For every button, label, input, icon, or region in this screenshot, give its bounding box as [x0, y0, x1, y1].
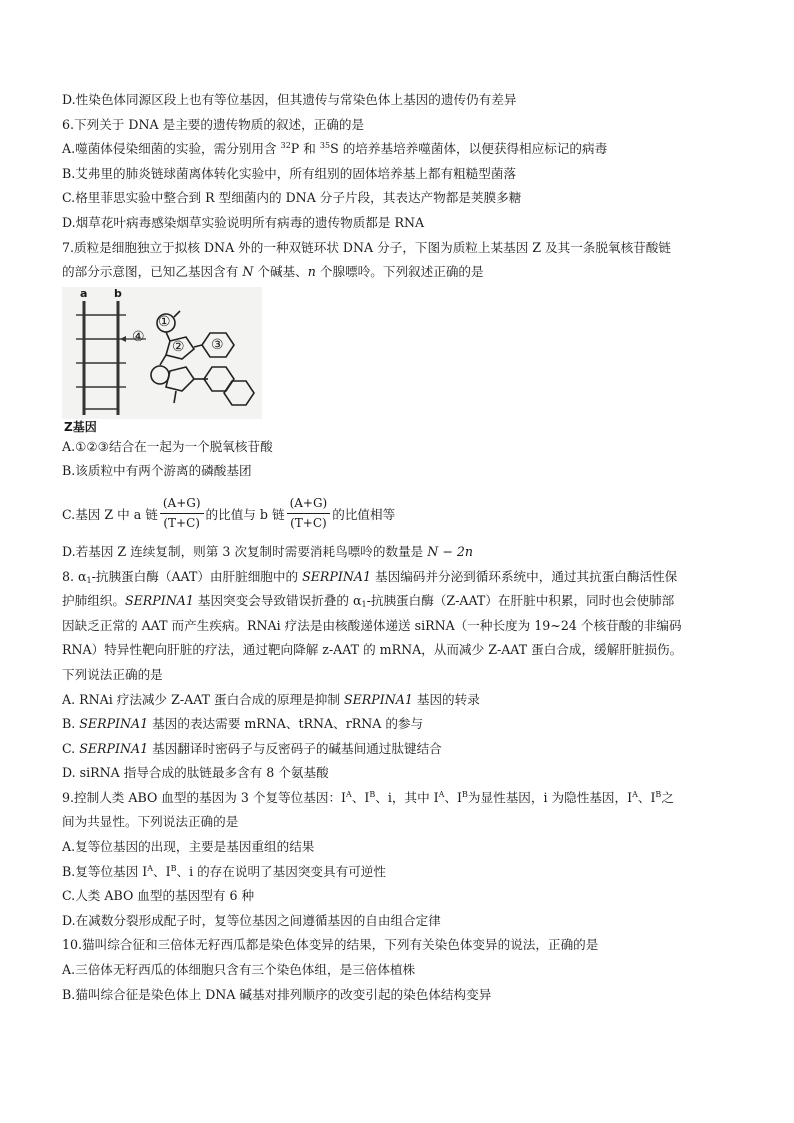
- q8-stem-line5: 下列说法正确的是: [62, 666, 163, 682]
- label-1: ①: [158, 313, 171, 330]
- text: 、i，其中 I: [375, 789, 439, 805]
- math-var: N: [242, 264, 254, 280]
- q9-option-c: C.人类 ABO 血型的基因型有 6 种: [62, 888, 255, 904]
- label-2: ②: [172, 338, 185, 355]
- text: 的部分示意图，已知乙基因含有: [62, 264, 243, 280]
- numerator: (A+G): [160, 495, 204, 514]
- q9-option-d: D.在减数分裂形成配子时，复等位基因之间遵循基因的自由组合定律: [62, 912, 441, 928]
- text: A.噬菌体侵染细菌的实验，需分别用含: [62, 141, 281, 157]
- text: 、I: [351, 789, 370, 805]
- text: 、i 的存在说明了基因突变具有可逆性: [176, 863, 386, 879]
- text: 之: [661, 789, 674, 805]
- text: 的比值与 b 链: [205, 507, 285, 523]
- strand-b-label: b: [114, 286, 122, 300]
- text: 个碱基、: [253, 264, 308, 280]
- gene-name: SERPINA1: [79, 716, 149, 732]
- q8-option-b: [62, 712, 742, 737]
- figure-caption: Z基因: [64, 419, 97, 434]
- text: 、I: [444, 789, 463, 805]
- text: 基因编码并分泌到循环系统中，通过其抗蛋白酶活性保: [371, 568, 678, 584]
- superscript: A: [632, 789, 638, 799]
- text: B.: [62, 716, 80, 732]
- superscript: B: [369, 789, 376, 799]
- q8-option-d: D. siRNA 指导合成的肽链最多含有 8 个氨基酸: [62, 765, 329, 781]
- text: A. RNAi 疗法减少 Z-AAT 蛋白合成的原理是抑制: [62, 691, 344, 707]
- superscript: 35: [319, 141, 331, 151]
- text: -抗胰蛋白酶（Z-AAT）在肝脏中积累，同时也会使肺部: [366, 593, 675, 609]
- q7-stem-line2: [62, 260, 742, 285]
- q7-option-c: [62, 492, 742, 536]
- q7-stem-line1: 7.质粒是细胞独立于拟核 DNA 外的一种双链环状 DNA 分子，下图为质粒上某基因 Z 及其一条脱氧核苷酸链: [62, 239, 671, 255]
- ratio-fraction: [287, 495, 331, 532]
- superscript: B: [655, 789, 662, 799]
- text: 个腺嘌呤。下列叙述正确的是: [315, 264, 484, 280]
- text: P 和: [290, 141, 320, 157]
- denominator: (T+C): [290, 516, 327, 531]
- text: 为显性基因，i 为隐性基因，I: [467, 789, 633, 805]
- gene-name: SERPINA1: [343, 691, 413, 707]
- text: 基因的转录: [412, 691, 480, 707]
- q8-option-a: [62, 688, 742, 713]
- q8-stem-line3: 因缺乏正常的 AAT 而产生疾病。RNAi 疗法是由核酸递体递送 siRNA（一种长度为 19~24 个核苷酸的非编码: [62, 617, 682, 633]
- q6-option-b: B.艾弗里的肺炎链球菌离体转化实验中，所有组别的固体培养基上都有粗糙型菌落: [62, 165, 517, 181]
- superscript: B: [170, 863, 177, 873]
- text: 基因的表达需要 mRNA、tRNA、rRNA 的参与: [148, 716, 424, 732]
- q9-stem-line1: [62, 786, 742, 811]
- text: 护肺组织。: [62, 593, 125, 609]
- dna-structure-figure: [62, 287, 262, 435]
- text: D.若基因 Z 连续复制，则第 3 次复制时需要消耗鸟嘌呤的数量是: [62, 543, 428, 559]
- numerator: (A+G): [287, 495, 331, 514]
- q8-stem-line2: [62, 589, 742, 614]
- denominator: (T+C): [163, 516, 200, 531]
- q8-stem-line4: RNA）特异性靶向肝脏的疗法，通过靶向降解 z-AAT 的 mRNA，从而减少 Z-AAT 蛋白合成，缓解肝脏损伤。: [62, 642, 683, 658]
- text: 、I: [153, 863, 171, 879]
- superscript: A: [346, 789, 352, 799]
- superscript: B: [462, 789, 468, 799]
- q9-option-b: [62, 860, 742, 885]
- text: B.复等位基因 I: [62, 863, 148, 879]
- q10-option-a: A.三倍体无籽西瓜的体细胞只含有三个染色体组，是三倍体植株: [62, 962, 416, 978]
- label-3: ③: [211, 336, 224, 353]
- q10-stem: 10.猫叫综合征和三倍体无籽西瓜都是染色体变异的结果，下列有关染色体变异的说法，正确的是: [62, 937, 599, 953]
- q6-stem: 6.下列关于 DNA 是主要的遗传物质的叙述，正确的是: [62, 116, 365, 132]
- exam-page: [62, 88, 742, 1007]
- superscript: A: [147, 863, 153, 873]
- q7-option-d: [62, 540, 742, 565]
- text: 的比值相等: [332, 507, 396, 523]
- q5-option-d: D.性染色体同源区段上也有等位基因，但其遗传与常染色体上基因的遗传仍有差异: [62, 92, 517, 107]
- gene-name: SERPINA1: [302, 568, 371, 584]
- q10-option-b: B.猫叫综合征是染色体上 DNA 碱基对排列顺序的改变引起的染色体结构变异: [62, 986, 492, 1002]
- label-4: ④: [132, 328, 145, 345]
- text: S 的培养基培养噬菌体，以便获得相应标记的病毒: [330, 141, 608, 157]
- q7-option-a: A.①②③结合在一起为一个脱氧核苷酸: [62, 438, 273, 454]
- dna-diagram: [62, 287, 262, 419]
- superscript: A: [438, 789, 445, 799]
- q6-option-d: D.烟草花叶病毒感染烟草实验说明所有病毒的遗传物质都是 RNA: [62, 214, 425, 230]
- superscript: 32: [280, 141, 291, 151]
- text: 8. α: [62, 568, 87, 584]
- text: -抗胰蛋白酶（AAT）由肝脏细胞中的: [91, 568, 303, 584]
- text: 、I: [637, 789, 656, 805]
- q9-option-a: A.复等位基因的出现，主要是基因重组的结果: [62, 839, 315, 855]
- q9-stem-line2: 间为共显性。下列说法正确的是: [62, 814, 239, 830]
- q6-option-c: C.格里菲思实验中整合到 R 型细菌内的 DNA 分子片段，其表达产物都是荚膜多糖: [62, 190, 522, 206]
- gene-name: SERPINA1: [79, 740, 149, 756]
- subscript: 1: [86, 575, 92, 585]
- text: C.基因 Z 中 a 链: [62, 507, 158, 523]
- text: 基因翻译时密码子与反密码子的碱基间通过肽键结合: [148, 740, 442, 756]
- math-expr: N − 2n: [427, 543, 473, 559]
- math-var: n: [307, 264, 316, 280]
- strand-a-label: a: [80, 286, 88, 300]
- q6-option-a: [62, 137, 742, 162]
- gene-name: SERPINA1: [124, 593, 194, 609]
- text: 9.控制人类 ABO 血型的基因为 3 个复等位基因：I: [62, 789, 347, 805]
- q7-option-b: B.该质粒中有两个游离的磷酸基团: [62, 463, 252, 479]
- q8-stem-line1: [62, 565, 742, 590]
- text: C.: [62, 740, 80, 756]
- subscript: 1: [361, 600, 367, 610]
- q8-option-c: [62, 737, 742, 762]
- text: 基因突变会导致错误折叠的 α: [193, 593, 362, 609]
- ratio-fraction: [160, 495, 204, 532]
